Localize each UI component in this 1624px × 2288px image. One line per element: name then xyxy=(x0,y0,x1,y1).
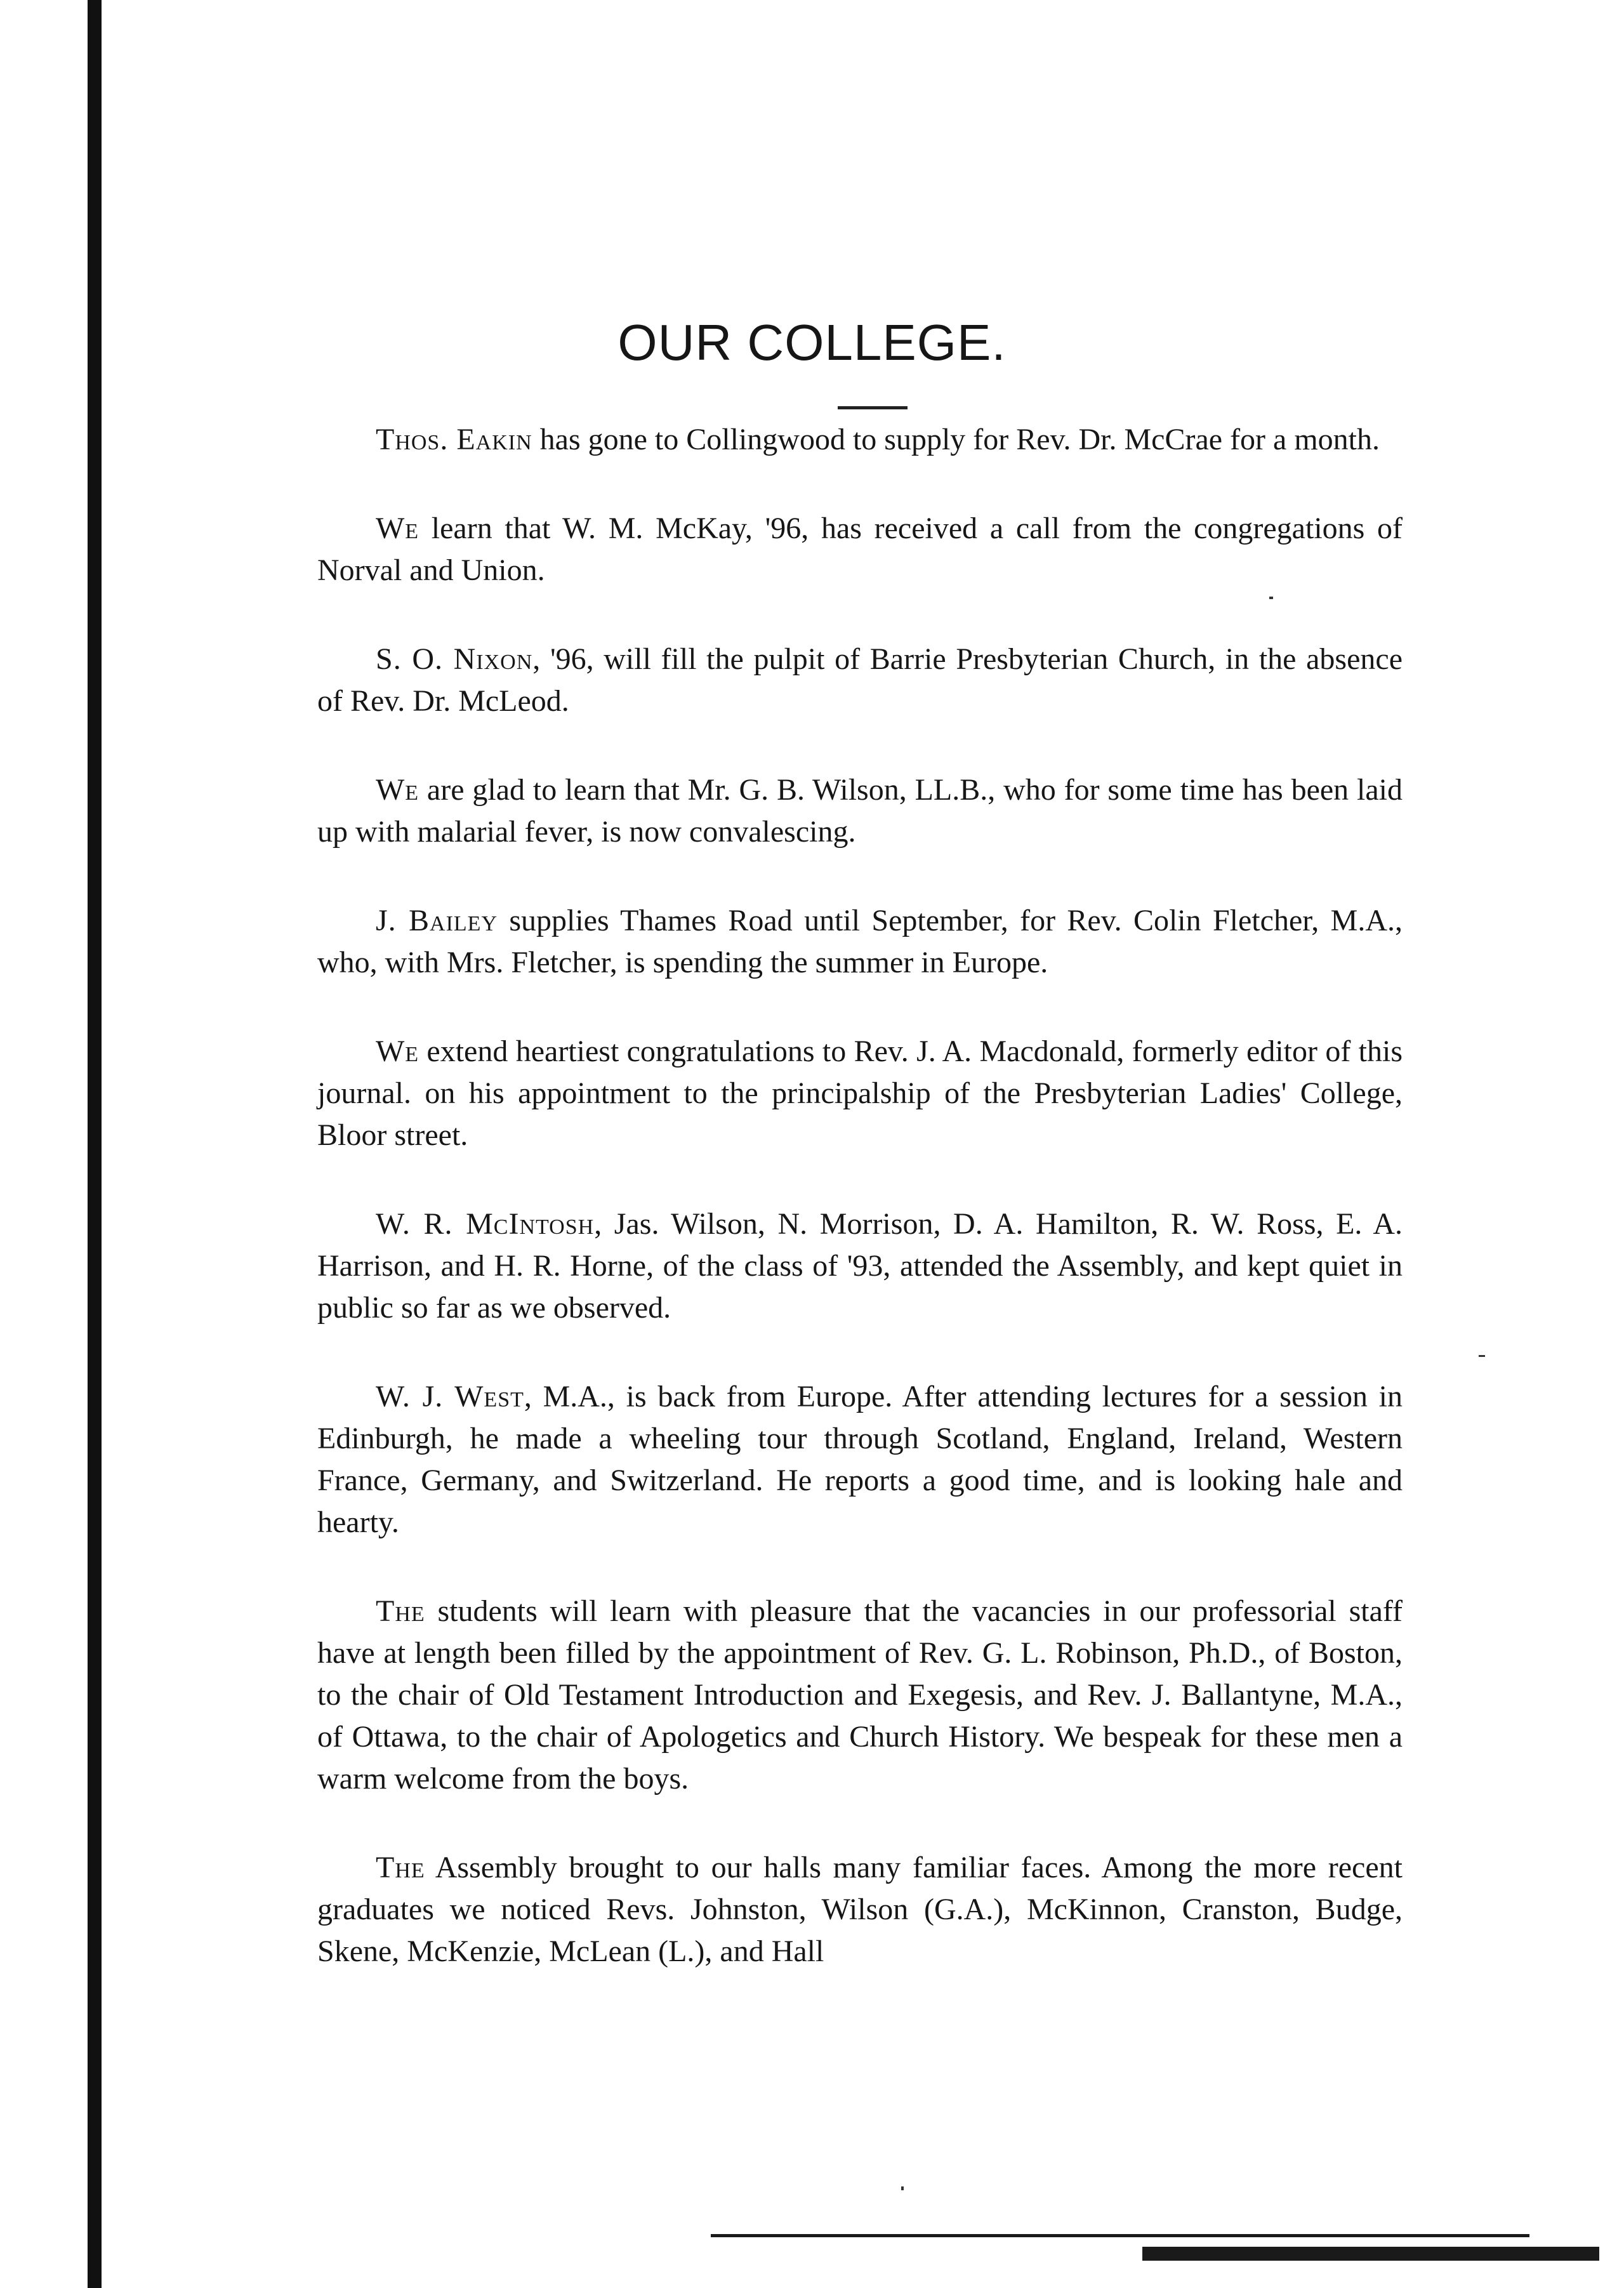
news-item xyxy=(317,1031,1403,1156)
print-speck xyxy=(1479,1355,1485,1357)
print-speck xyxy=(901,2186,904,2190)
news-item xyxy=(317,1376,1403,1544)
news-item xyxy=(317,1203,1403,1329)
item-body: , M.A., is back from Europe. After attending lectures for a session in Edinburgh, he made a wheeling tour through Scotland, England, Ireland, Western France, Germany, and Switzerland. He reports a good time, and is looking hale and hearty. xyxy=(317,1380,1403,1539)
item-body: Assembly brought to our halls many familiar faces. Among the more recent graduates we noticed Revs. Johnston, Wilson (G.A.), McKinnon, Cranston, Budge, Skene, McKenzie, McLean (L.), and Hall xyxy=(317,1851,1403,1968)
news-item xyxy=(317,769,1403,853)
item-lead: W. J. West xyxy=(376,1380,524,1413)
print-speck xyxy=(1269,597,1273,599)
item-body: extend heartiest congratulations to Rev. J. A. Macdonald, formerly editor of this journal. on his appointment to the principalship of the Presbyterian Ladies' College, Bloor street. xyxy=(317,1035,1403,1152)
text-column xyxy=(317,419,1403,2020)
news-item xyxy=(317,638,1403,722)
item-lead: The xyxy=(376,1594,425,1628)
item-lead: We xyxy=(376,1035,419,1068)
page-title: OUR COLLEGE. xyxy=(617,314,1007,371)
news-item xyxy=(317,1590,1403,1800)
item-body: has gone to Collingwood to supply for Rev. Dr. McCrae for a month. xyxy=(532,423,1380,456)
item-body: students will learn with pleasure that the vacancies in our professorial staff have at length been filled by the appointment of Rev. G. L. Robinson, Ph.D., of Boston, to the chair of Old Testament Introduction and Exegesis, and Rev. J. Ballantyne, M.A., of Ottawa, to the chair of Apologetics and Church History. We bespeak for these men a warm welcome from the boys. xyxy=(317,1594,1403,1795)
item-body: supplies Thames Road until September, for Rev. Colin Fletcher, M.A., who, with Mrs. Fletcher, is spending the summer in Europe. xyxy=(317,904,1403,979)
title-rule xyxy=(838,406,908,409)
bottom-rule-thick xyxy=(1142,2247,1599,2261)
item-lead: The xyxy=(376,1851,425,1884)
item-lead: J. Bailey xyxy=(376,904,498,937)
item-body: , '96, will fill the pulpit of Barrie Presbyterian Church, in the absence of Rev. Dr. McLeod. xyxy=(317,642,1403,718)
bottom-rule xyxy=(711,2234,1529,2237)
item-lead: We xyxy=(376,773,419,807)
news-item xyxy=(317,900,1403,984)
news-item xyxy=(317,508,1403,592)
item-body: learn that W. M. McKay, '96, has received a call from the congregations of Norval and Union. xyxy=(317,512,1403,587)
item-body: are glad to learn that Mr. G. B. Wilson, LL.B., who for some time has been laid up with malarial fever, is now convalescing. xyxy=(317,773,1403,849)
item-body: , Jas. Wilson, N. Morrison, D. A. Hamilton, R. W. Ross, E. A. Harrison, and H. R. Horne, of the class of '93, attended the Assembly, and kept quiet in public so far as we observed. xyxy=(317,1207,1403,1325)
item-lead: Thos. Eakin xyxy=(376,423,532,456)
news-item xyxy=(317,1847,1403,1973)
item-lead: We xyxy=(376,512,419,545)
news-item xyxy=(317,419,1403,461)
item-lead: S. O. Nixon xyxy=(376,642,533,676)
item-lead: W. R. McIntosh xyxy=(376,1207,595,1241)
